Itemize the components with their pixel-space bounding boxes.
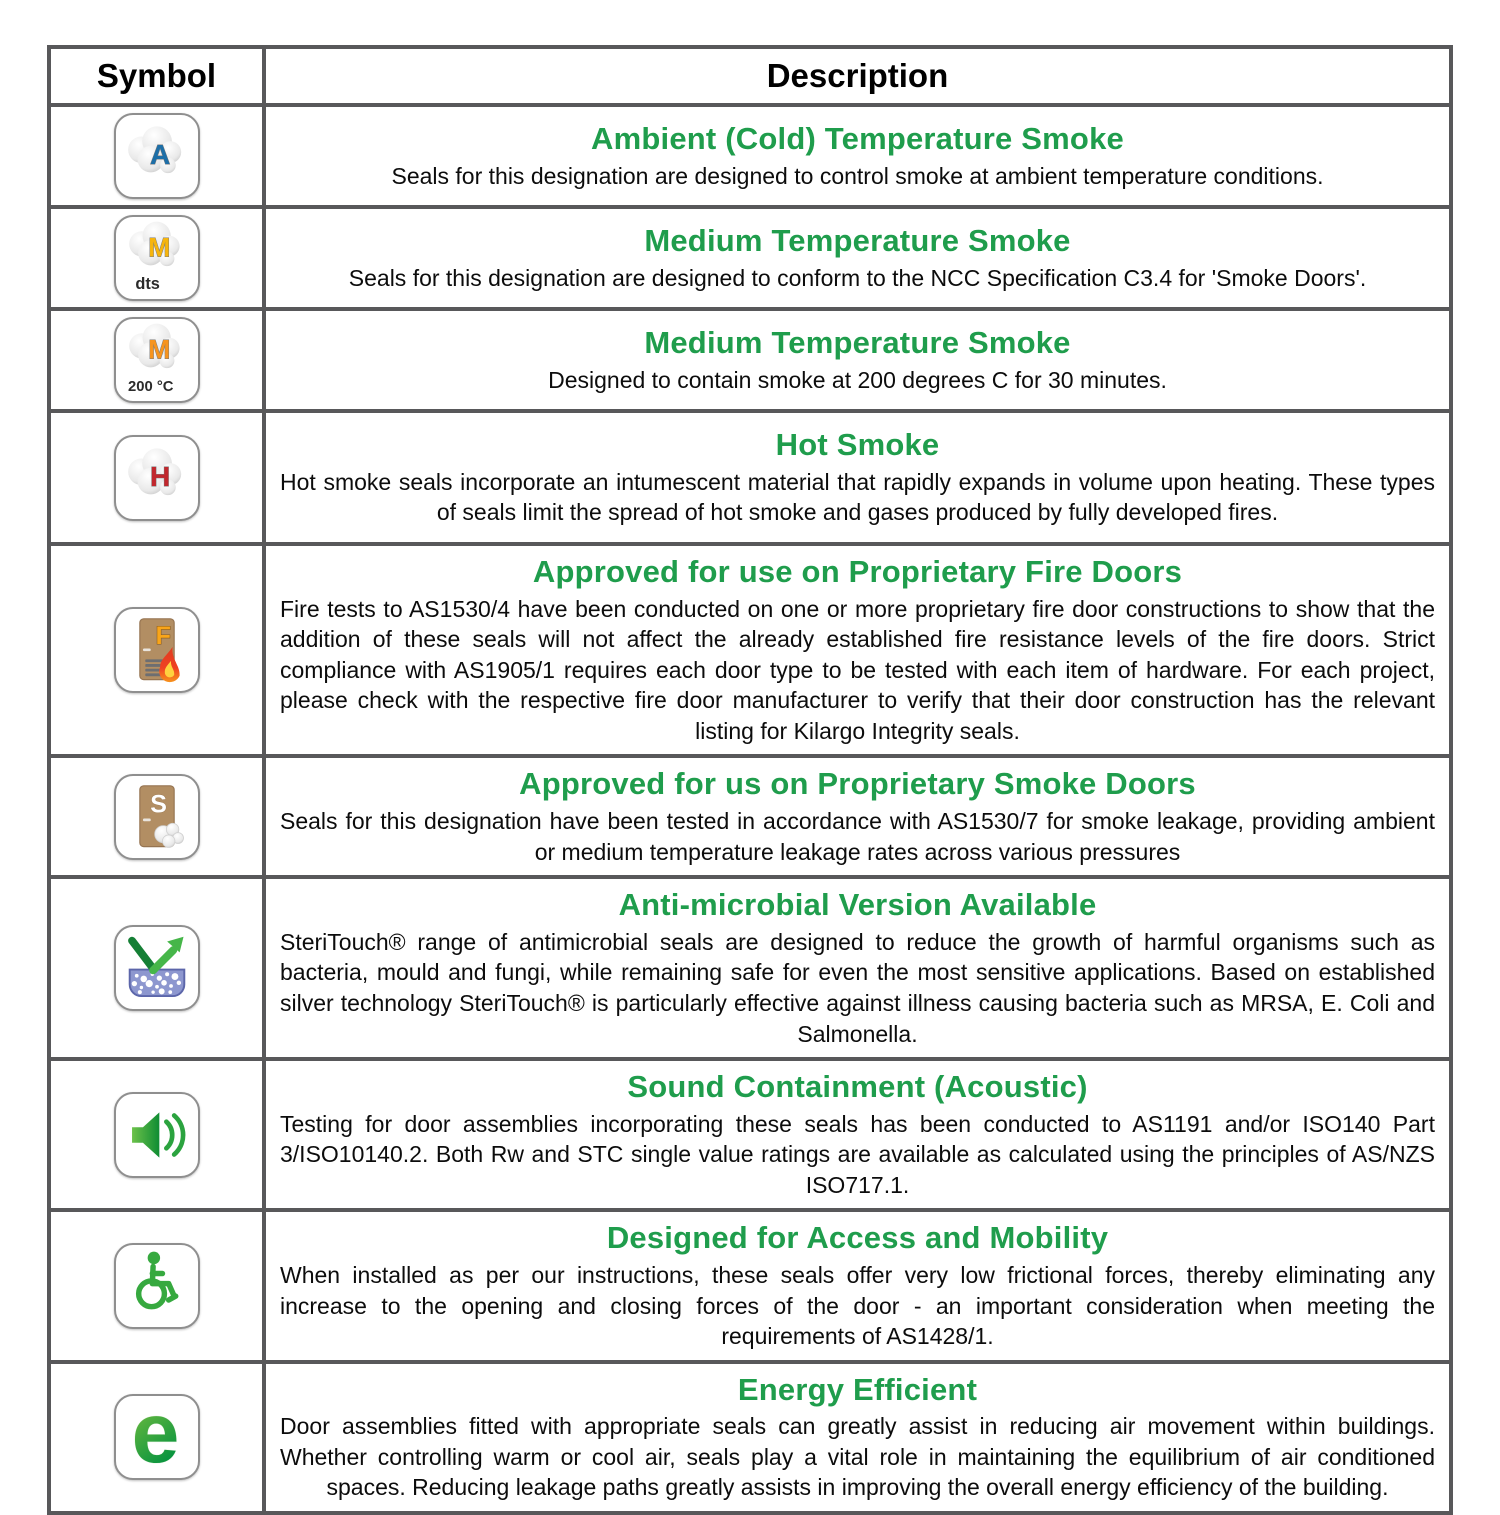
table-row-smoke-doors <box>49 756 1451 877</box>
table-row-medium-smoke-dts <box>49 207 1451 309</box>
svg-text:S: S <box>149 790 167 819</box>
svg-text:e: e <box>131 1398 179 1477</box>
row-body: Seals for this designation are designed to control smoke at ambient temperature conditions. <box>391 162 1324 189</box>
table-row-hot-smoke <box>49 411 1451 544</box>
row-body: Testing for door assemblies incorporating these seals has been conducted to AS1191 and/or ISO140 Part 3/ISO10140.2. Both Rw and STC single value ratings are available as calculated using the principles of AS/NZS ISO717.1. <box>280 1110 1435 1198</box>
row-title: Sound Containment (Acoustic) <box>627 1069 1088 1105</box>
symbol-column-header: Symbol <box>49 47 264 105</box>
row-body: Door assemblies fitted with appropriate seals can greatly assist in reducing air movement within buildings. Whether controlling warm or cool air, seals play a vital role in maintaining the equilibrium of air conditioned spaces. Reducing leakage paths greatly assists in improving the overall energy efficiency of the building. <box>280 1413 1435 1501</box>
wheelchair-access-icon <box>114 1243 200 1329</box>
svg-text:M: M <box>147 232 170 263</box>
row-title: Anti-microbial Version Available <box>618 887 1097 923</box>
medium-smoke-200c-icon <box>114 317 200 403</box>
antimicrobial-icon <box>114 925 200 1011</box>
table-row-antimicrobial <box>49 877 1451 1059</box>
medium-smoke-dts-icon <box>114 215 200 301</box>
ambient-cold-smoke-icon <box>114 113 200 199</box>
row-title: Energy Efficient <box>737 1371 978 1407</box>
row-body: Designed to contain smoke at 200 degrees C for 30 minutes. <box>548 366 1167 393</box>
svg-text:200 °C: 200 °C <box>127 379 173 396</box>
table-header-row <box>49 47 1451 105</box>
svg-text:H: H <box>149 460 170 492</box>
description-column-header: Description <box>264 47 1451 105</box>
row-title: Approved for us on Proprietary Smoke Doors <box>519 766 1196 802</box>
smoke-door-icon <box>114 774 200 860</box>
hot-smoke-icon <box>114 435 200 521</box>
svg-text:F: F <box>155 621 171 650</box>
row-title: Medium Temperature Smoke <box>644 324 1071 360</box>
row-body: When installed as per our instructions, these seals offer very low frictional forces, thereby eliminating any increase to the opening and closing forces of the door - an important consideration when meeting the requirements of AS1428/1. <box>280 1261 1435 1350</box>
fire-door-icon <box>114 607 200 693</box>
row-title: Approved for use on Proprietary Fire Doors <box>532 554 1183 589</box>
row-body: Seals for this designation are designed to conform to the NCC Specification C3.4 for 'Smoke Doors'. <box>348 264 1367 291</box>
table-row-access-mobility <box>49 1210 1451 1361</box>
row-title: Hot Smoke <box>775 427 940 463</box>
row-title: Designed for Access and Mobility <box>606 1220 1109 1256</box>
row-body: Hot smoke seals incorporate an intumescent material that rapidly expands in volume upon heating. These types of seals limit the spread of hot smoke and gases produced by fully developed fires. <box>280 468 1435 526</box>
svg-text:M: M <box>147 334 170 365</box>
row-body: SteriTouch® range of antimicrobial seals are designed to reduce the growth of harmful organisms such as bacteria, mould and fungi, while remaining safe for even the most sensitive applications. Based on established silver technology SteriTouch® is particularly effective against illness causing bacteria such as MRSA, E. Coli and Salmonella. <box>280 928 1435 1047</box>
symbols-table <box>47 45 1453 1515</box>
row-title: Medium Temperature Smoke <box>644 222 1071 258</box>
svg-text:dts: dts <box>134 275 160 294</box>
row-title: Ambient (Cold) Temperature Smoke <box>591 120 1124 156</box>
table-row-medium-smoke-200c <box>49 309 1451 411</box>
row-body: Fire tests to AS1530/4 have been conducted on one or more proprietary fire door constructions to show that the addition of these seals will not affect the already established fire resistance levels of the fire doors. Strict compliance with AS1905/1 requires each door type to be tested with each item of hardware. For each project, please check with the respective fire door manufacturer to verify that their door construction has the relevant listing for Kilargo Integrity seals. <box>280 595 1435 744</box>
row-body: Seals for this designation have been tested in accordance with AS1530/7 for smoke leakage, providing ambient or medium temperature leakage rates across various pressures <box>280 808 1435 865</box>
table-row-fire-doors <box>49 544 1451 756</box>
table-row-energy-efficient <box>49 1362 1451 1513</box>
acoustic-speaker-icon <box>114 1092 200 1178</box>
svg-text:A: A <box>149 138 170 170</box>
table-row-acoustic <box>49 1059 1451 1210</box>
table-row-ambient-smoke <box>49 105 1451 207</box>
energy-efficient-icon <box>114 1394 200 1480</box>
